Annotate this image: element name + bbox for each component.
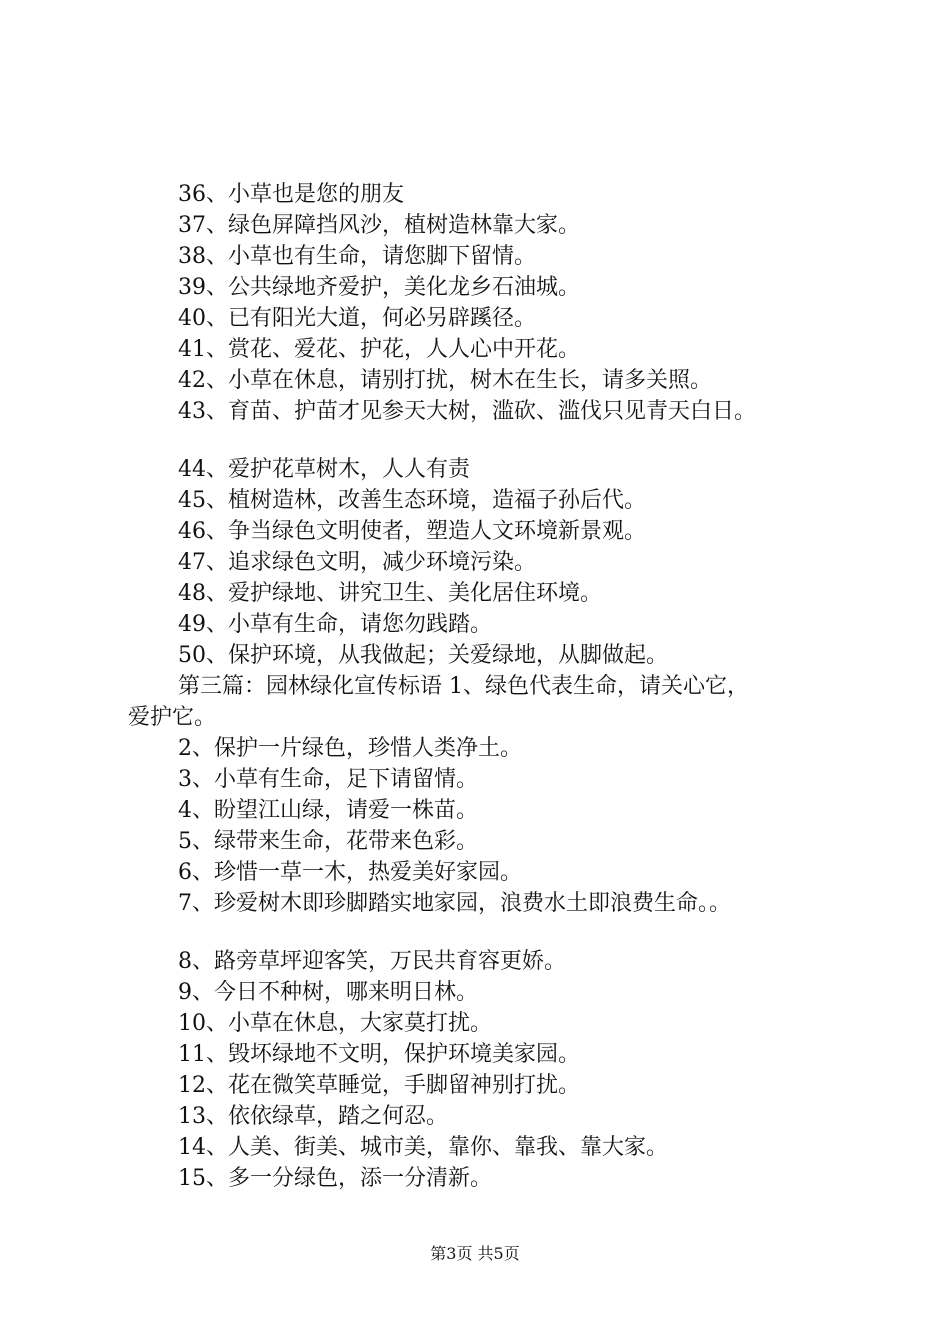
slogan-line: 14、人美、街美、城市美，靠你、靠我、靠大家。 [178,1135,668,1160]
slogan-line: 38、小草也有生命，请您脚下留情。 [178,244,536,269]
slogan-line: 44、爱护花草树木，人人有责 [178,457,470,482]
slogan-line: 13、依依绿草，踏之何忍。 [178,1104,448,1129]
slogan-line: 15、多一分绿色，添一分清新。 [178,1166,492,1191]
slogan-line: 41、赏花、爱花、护花，人人心中开花。 [178,337,580,362]
slogan-line: 37、绿色屏障挡风沙，植树造林靠大家。 [178,213,580,238]
slogan-line: 46、争当绿色文明使者，塑造人文环境新景观。 [178,519,646,544]
slogan-line: 3、小草有生命，足下请留情。 [178,767,478,792]
slogan-line: 42、小草在休息，请别打扰，树木在生长，请多关照。 [178,368,712,393]
slogan-line: 10、小草在休息，大家莫打扰。 [178,1011,492,1036]
slogan-line: 2、保护一片绿色，珍惜人类净土。 [178,736,522,761]
slogan-line: 36、小草也是您的朋友 [178,182,404,207]
slogan-line: 48、爱护绿地、讲究卫生、美化居住环境。 [178,581,602,606]
slogan-line: 40、已有阳光大道，何必另辟蹊径。 [178,306,536,331]
slogan-line: 4、盼望江山绿，请爱一株苗。 [178,798,478,823]
slogan-line: 50、保护环境，从我做起；关爱绿地，从脚做起。 [178,643,668,668]
page-footer: 第3页 共5页 [430,1244,520,1263]
section-heading-continued: 爱护它。 [128,705,217,730]
slogan-line: 11、毁坏绿地不文明，保护环境美家园。 [178,1042,580,1067]
slogan-line: 8、路旁草坪迎客笑，万民共育容更娇。 [178,949,566,974]
slogan-line: 7、珍爱树木即珍脚踏实地家园，浪费水土即浪费生命。。 [178,891,731,916]
section-heading: 第三篇：园林绿化宣传标语 1、绿色代表生命，请关心它， [178,674,749,699]
slogan-line: 6、珍惜一草一木，热爱美好家园。 [178,860,522,885]
slogan-line: 49、小草有生命，请您勿践踏。 [178,612,492,637]
slogan-line: 9、今日不种树，哪来明日林。 [178,980,478,1005]
slogan-line: 47、追求绿色文明，减少环境污染。 [178,550,536,575]
slogan-line: 43、育苗、护苗才见参天大树，滥砍、滥伐只见青天白日。 [178,399,756,424]
slogan-line: 45、植树造林，改善生态环境，造福子孙后代。 [178,488,646,513]
slogan-line: 12、花在微笑草睡觉，手脚留神别打扰。 [178,1073,580,1098]
slogan-line: 5、绿带来生命，花带来色彩。 [178,829,478,854]
slogan-line: 39、公共绿地齐爱护，美化龙乡石油城。 [178,275,580,300]
